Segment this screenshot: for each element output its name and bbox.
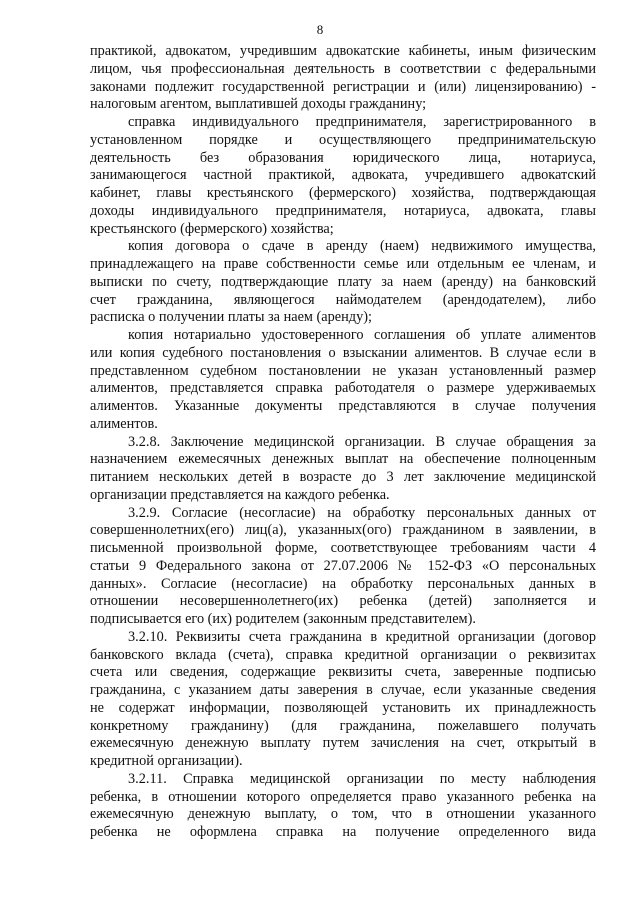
text-line: совершеннолетних(его) лиц(а), указанных(ого) гражданином в заявлении, в — [90, 522, 596, 539]
text-line: письменной произвольной форме, соответствующее требованиям части 4 — [90, 540, 596, 556]
text-line: или копия судебного постановления о взыскании алиментов. В случае если в — [90, 344, 596, 361]
text-line: конкретному гражданину) (для гражданина, пожелавшего получать — [90, 717, 596, 734]
text-line: 3.2.8. Заключение медицинской организации. В случае обращения за — [128, 433, 596, 450]
text-line: выписки по счету, подтверждающие плату за наем (аренду) на банковский — [90, 273, 596, 290]
text-line: принадлежащего на праве собственности семье или отдельным ее членам, и — [90, 256, 596, 272]
text-line: счета или сведения, содержащие реквизиты счета, заверенные подписью — [90, 664, 596, 681]
text-line: ежемесячную денежную выплату путем зачисления на счет, открытый в — [90, 735, 596, 752]
text-line: данных». Согласие (несогласие) на обработку персональных данных в — [90, 575, 596, 592]
text-line: не содержат информации, позволяющей установить их принадлежность — [90, 699, 596, 716]
text-line: налоговым агентом, выплатившей доходы гражданину; — [90, 96, 427, 113]
text-line: ребенка, в отношении которого определяется право указанного ребенка на — [90, 788, 596, 805]
paragraph-lease-agreement — [90, 238, 596, 327]
text-line: кабинет, главы крестьянского (фермерского) хозяйства, подтверждающая — [90, 185, 596, 201]
paragraph-entrepreneur-certificate — [90, 114, 596, 238]
text-line: ежемесячную денежную выплату, о том, что в отношении указанного — [90, 806, 596, 823]
text-line: копия нотариально удостоверенного соглашения об уплате алиментов — [128, 327, 596, 343]
paragraph-3-2-10 — [90, 629, 596, 771]
text-line: занимающегося частной практикой, адвоката, учредившего адвокатский — [90, 167, 596, 184]
text-line: расписка о получении платы за наем (аренду); — [90, 309, 372, 326]
text-line: 3.2.11. Справка медицинской организации по месту наблюдения — [128, 770, 596, 787]
text-line: организации представляется на каждого ребенка. — [90, 486, 390, 503]
text-line: законами подлежит государственной регистрации и (или) лицензированию) - — [90, 78, 596, 95]
text-line: копия договора о сдаче в аренду (наем) недвижимого имущества, — [128, 238, 596, 255]
text-line: алиментов. Указанные документы представляются в случае получения — [90, 398, 596, 414]
text-line: кредитной организации). — [90, 753, 243, 769]
text-line: доходы индивидуального предпринимателя, нотариуса, адвоката, главы — [90, 202, 596, 219]
paragraph-3-2-11 — [90, 771, 596, 842]
text-line: гражданина, с указанием даты заверения в случае, если указанные сведения — [90, 682, 596, 698]
text-line: крестьянского (фермерского) хозяйства; — [90, 220, 334, 237]
text-line: банковского вклада (счета), справка кредитной организации о реквизитах — [90, 646, 596, 663]
text-line: 3.2.9. Согласие (несогласие) на обработку персональных данных от — [128, 504, 596, 521]
text-line: статьи 9 Федерального закона от 27.07.2006 № 152-ФЗ «О персональных — [90, 557, 596, 574]
text-line: 3.2.10. Реквизиты счета гражданина в кредитной организации (договор — [128, 628, 596, 645]
text-line: алиментов. — [90, 415, 158, 432]
text-line: справка индивидуального предпринимателя, зарегистрированного в — [128, 114, 596, 130]
text-line: ребенка не оформлена справка на получение определенного вида — [90, 824, 596, 840]
paragraph-3-2-9 — [90, 505, 596, 629]
page-number: 8 — [316, 22, 324, 37]
document-body — [90, 43, 596, 842]
text-line: подписывается его (их) родителем (законным представителем). — [90, 611, 476, 627]
text-line: установленном порядке и осуществляющего предпринимательскую — [90, 131, 596, 148]
paragraph-3-2-8 — [90, 434, 596, 505]
text-line: алиментов, представляется справка работодателя о размере удерживаемых — [90, 380, 596, 397]
text-line: назначением ежемесячных денежных выплат на обеспечение полноценным — [90, 451, 596, 468]
text-line: практикой, адвокатом, учредившим адвокатские кабинеты, иным физическим — [90, 43, 596, 59]
text-line: деятельность без образования юридического лица, нотариуса, — [90, 149, 596, 166]
text-line: отношении несовершеннолетнего(их) ребенка (детей) заполняется и — [90, 593, 596, 610]
paragraph-tax-agent-continuation — [90, 43, 596, 114]
text-line: питанием нескольких детей в возрасте до 3 лет заключение медицинской — [90, 469, 596, 485]
text-line: представленном судебном постановлении не указан установленный размер — [90, 362, 596, 379]
text-line: счет гражданина, являющегося наймодателем (арендодателем), либо — [90, 291, 596, 308]
text-line: лицом, чья профессиональная деятельность в соответствии с федеральными — [90, 60, 596, 77]
paragraph-alimony-agreement — [90, 327, 596, 434]
